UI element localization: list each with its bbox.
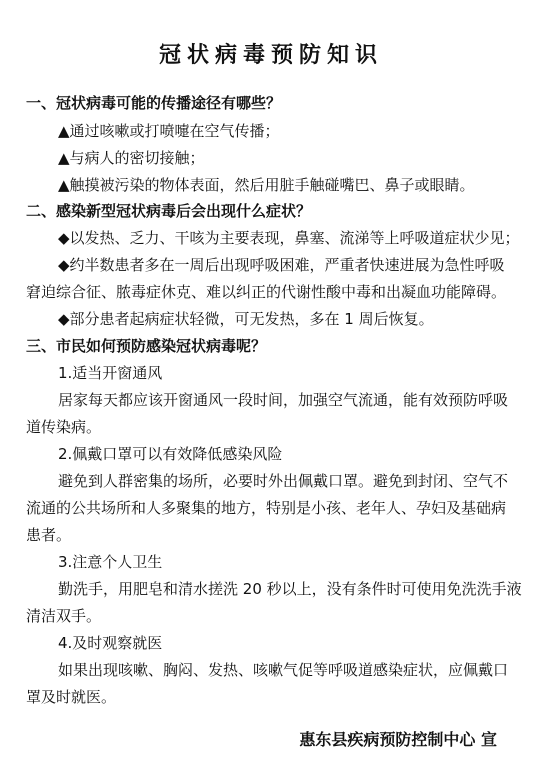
subsection-line: 如果出现咳嗽、胸闷、发热、咳嗽气促等呼吸道感染症状，应佩戴口	[58, 661, 509, 679]
subsection-title: 3.注意个人卫生	[58, 553, 163, 571]
subsection-line: 流通的公共场所和人多聚集的地方，特别是小孩、老年人、孕妇及基础病	[26, 499, 507, 517]
section-1-item: ▲通过咳嗽或打喷嚏在空气传播；	[58, 122, 280, 140]
subsection-line: 清洁双手。	[26, 607, 102, 625]
issuer-signature: 惠东县疾病预防控制中心 宣	[299, 730, 497, 749]
document-title: 冠状病毒预防知识	[158, 43, 383, 68]
subsection-line: 患者。	[26, 526, 72, 544]
section-2-heading: 二、感染新型冠状病毒后会出现什么症状？	[26, 202, 312, 220]
section-2-line: 窘迫综合征、脓毒症休克、难以纠正的代谢性酸中毒和出凝血功能障碍。	[26, 283, 507, 301]
section-2-line: ◆部分患者起病症状轻微，可无发热，多在 1 周后恢复。	[58, 310, 434, 328]
section-2-line: ◆以发热、乏力、干咳为主要表现，鼻塞、流涕等上呼吸道症状少见；	[58, 229, 520, 247]
subsection-line: 避免到人群密集的场所，必要时外出佩戴口罩。避免到封闭、空气不	[58, 472, 509, 490]
subsection-title: 4.及时观察就医	[58, 634, 163, 652]
subsection-line: 勤洗手，用肥皂和清水搓洗 20 秒以上，没有条件时可使用免洗洗手液	[58, 580, 522, 598]
subsection-line: 道传染病。	[26, 418, 102, 436]
section-2-line: ◆约半数患者多在一周后出现呼吸困难，严重者快速进展为急性呼吸	[58, 256, 505, 274]
section-1-item: ▲触摸被污染的物体表面，然后用脏手触碰嘴巴、鼻子或眼睛。	[58, 176, 475, 194]
subsection-title: 2.佩戴口罩可以有效降低感染风险	[58, 445, 283, 463]
section-1-item: ▲与病人的密切接触；	[58, 149, 205, 167]
subsection-line: 居家每天都应该开窗通风一段时间，加强空气流通，能有效预防呼吸	[58, 391, 509, 409]
subsection-title: 1.适当开窗通风	[58, 364, 163, 382]
section-1-heading: 一、冠状病毒可能的传播途径有哪些？	[26, 94, 282, 112]
subsection-line: 罩及时就医。	[26, 688, 117, 706]
section-3-heading: 三、市民如何预防感染冠状病毒呢？	[26, 337, 267, 355]
